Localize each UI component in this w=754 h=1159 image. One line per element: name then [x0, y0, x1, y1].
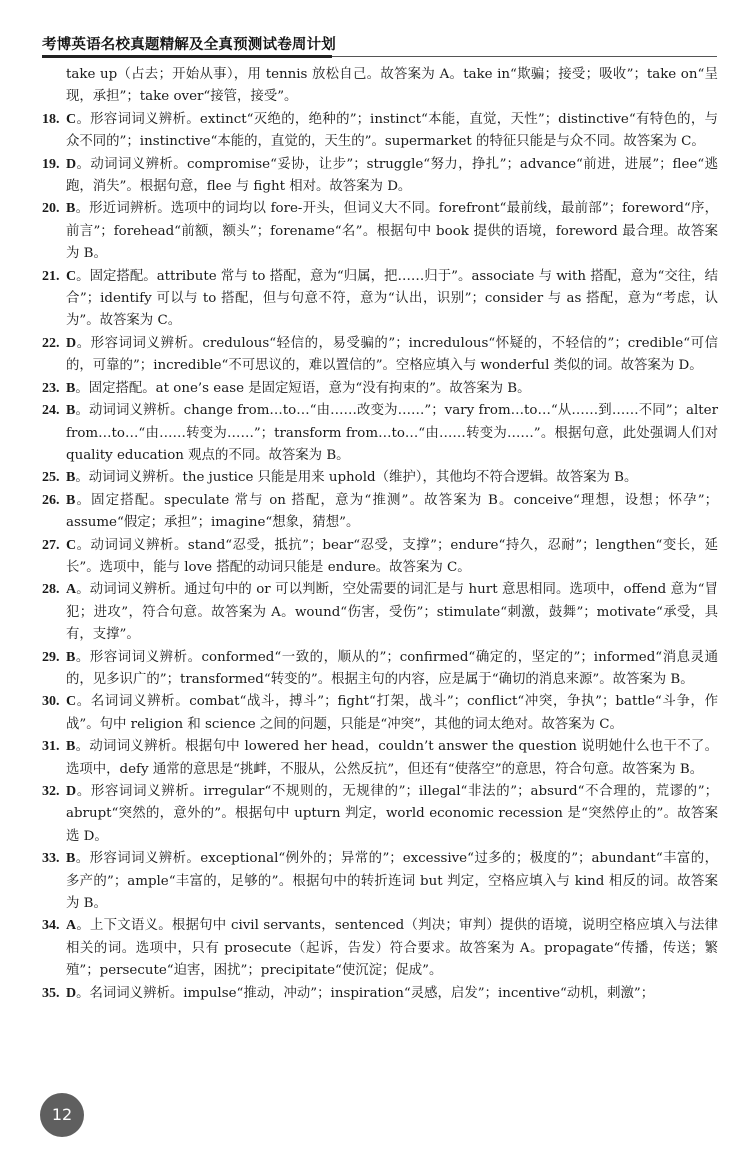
item-number: 18. [42, 111, 60, 127]
explanation-item [42, 848, 718, 915]
explanation-item [42, 691, 718, 736]
item-answer: D [66, 156, 77, 172]
item-explanation: 。形容词词义辨析。conformed“一致的，顺从的”；confirmed“确定的，坚定的”；informed“消息灵通的，见多识广的”；transformed“转变的”。根据主句的内容，应是属于“确切的消息来源”。故答案为 B。 [66, 649, 718, 687]
item-answer: C [66, 537, 77, 553]
item-explanation: 。上下文语义。根据句中 civil servants，sentenced（判决；审判）提供的语境，说明空格应填入与法律相关的词。选项中，只有 prosecute（起诉，告发）符合要求。故答案为 A。propagate“传播，传送；繁殖”；persecute“迫害，困扰”；precipitate“使沉淀；促成”。 [66, 918, 718, 979]
item-explanation: 。形近词辨析。选项中的词均以 fore-开头，但词义大不同。forefront“最前线，最前部”；foreword“序，前言”；forehead“前额，额头”；forename“名”。根据句中 book 提供的语境，foreword 最合理。故答案为 B。 [66, 201, 718, 262]
item-answer: D [66, 335, 77, 351]
item-answer: C [66, 268, 77, 284]
item-number: 24. [42, 403, 60, 419]
item-explanation: 。形容词词义辨析。extinct“灭绝的，绝种的”；instinct“本能，直觉，天性”；distinctive“有特色的，与众不同的”；instinctive“本能的，直觉的，天生的”。supermarket 的特征只能是与众不同。故答案为 C。 [66, 111, 718, 150]
explanation-item [42, 400, 718, 467]
item-number: 29. [42, 649, 60, 665]
explanation-item [42, 333, 718, 378]
item-number: 20. [42, 201, 60, 217]
item-explanation: 。动词词义辨析。根据句中 lowered her head，couldn’t answer the question 说明她什么也干不了。选项中，defy 通常的意思是“挑衅，不服从，公然反抗”，但还有“使落空”的意思，符合句意。故答案为 B。 [66, 739, 718, 777]
item-answer: B [66, 380, 76, 396]
item-number: 28. [42, 582, 60, 598]
item-number: 27. [42, 537, 60, 553]
item-answer: B [66, 470, 76, 486]
explanation-item [42, 915, 718, 982]
item-answer: B [66, 851, 76, 867]
explanation-item [42, 198, 718, 265]
item-explanation: 。动词词义辨析。compromise“妥协，让步”；struggle“努力，挣扎”；advance“前进，进展”；flee“逃跑，消失”。根据句意，flee 与 fight 相对。故答案为 D。 [66, 156, 718, 195]
item-answer: D [66, 784, 77, 799]
item-explanation: 。动词词义辨析。stand“忍受，抵抗”；bear“忍受，支撑”；endure“持久，忍耐”；lengthen“变长，延长”。选项中，能与 love 搭配的动词只能是 endure。故答案为 C。 [66, 537, 718, 575]
item-answer: C [66, 111, 77, 127]
item-explanation: 。名词词义辨析。impulse“推动，冲动”；inspiration“灵感，启发”；incentive“动机，刺激”； [76, 985, 655, 1001]
item-answer: B [66, 403, 76, 419]
item-answer: A [66, 582, 77, 598]
page-header [0, 0, 754, 58]
explanation-item [42, 378, 718, 400]
item-answer: D [66, 985, 77, 1001]
header-title: 考博英语名校真题精解及全真预测试卷周计划 [42, 37, 336, 53]
explanation-item [42, 467, 718, 489]
explanation-item [42, 109, 718, 154]
explanation-item [42, 579, 718, 646]
item-number: 26. [42, 492, 60, 508]
item-explanation: 。动词词义辨析。the justice 只能是用来 uphold（维护），其他均不符合逻辑。故答案为 B。 [75, 470, 638, 486]
item-answer: A [66, 918, 77, 934]
item-answer: C [66, 694, 77, 710]
header-rule-thick [42, 55, 332, 58]
explanation-item [42, 781, 718, 848]
item-explanation: 。形容词词义辨析。irregular“不规则的，无规律的”；illegal“非法的”；absurd“不合理的，荒谬的”；abrupt“突然的，意外的”。根据句中 upturn 判定，world economic recession 是“突然停止的”。故答案选 D。 [66, 784, 718, 844]
page-number-badge: 12 [40, 1093, 84, 1137]
item-answer: B [66, 201, 76, 217]
item-number: 32. [42, 784, 60, 799]
item-number: 35. [42, 985, 60, 1001]
explanation-item [42, 647, 718, 692]
item-number: 30. [42, 694, 60, 710]
item-explanation: 。形容词词义辨析。credulous“轻信的，易受骗的”；incredulous“怀疑的，不轻信的”；credible“可信的，可靠的”；incredible“不可思议的，难以置信的”。空格应填入与 wonderful 类似的词。故答案为 D。 [66, 335, 718, 374]
item-number: 33. [42, 851, 60, 867]
item-explanation: 。动词词义辨析。change from…to…“由……改变为……”；vary from…to…“从……到……不同”；alter from…to…“由……转变为……”；transform from…to…“由……转变为……”。根据句意，此处强调人们对 quality education 观点的不同。故答案为 B。 [66, 403, 718, 463]
item-answer: B [66, 649, 76, 665]
answer-explanations [42, 64, 718, 1005]
item-explanation: 。动词词义辨析。通过句中的 or 可以判断，空处需要的词汇是与 hurt 意思相同。选项中，offend 意为“冒犯；进攻”，符合句意。故答案为 A。wound“伤害，受伤”；stimulate“刺激，鼓舞”；motivate“承受，具有，支撑”。 [66, 582, 718, 643]
item-explanation: 。固定搭配。at one’s ease 是固定短语，意为“没有拘束的”。故答案为 B。 [75, 380, 531, 396]
item-explanation: 。固定搭配。attribute 常与 to 搭配，意为“归属，把……归于”。associate 与 with 搭配，意为“交往，结合”；identify 可以与 to 搭配，但与句意不符，意为“认出，识别”；consider 与 as 搭配，意为“考虑，认为”。故答案为 C。 [66, 268, 718, 329]
item-explanation: 。形容词词义辨析。exceptional“例外的；异常的”；excessive“过多的；极度的”；abundant“丰富的，多产的”；ample“丰富的，足够的”。根据句中的转折连词 but 判定，空格应填入与 kind 相反的词。故答案为 B。 [66, 851, 718, 912]
item-number: 19. [42, 156, 60, 172]
explanation-item [42, 535, 718, 580]
item-number: 22. [42, 335, 60, 351]
continuation-paragraph: take up（占去；开始从事），用 tennis 放松自己。故答案为 A。take in“欺骗；接受；吸收”；take on“呈现，承担”；take over“接管，接受”。 [66, 67, 718, 105]
item-number: 23. [42, 380, 60, 396]
header-rule-thin [332, 56, 717, 57]
item-explanation: 。固定搭配。speculate 常与 on 搭配，意为“推测”。故答案为 B。conceive“理想，设想；怀孕”；assume“假定；承担”；imagine“想象，猜想”。 [66, 492, 718, 531]
explanation-item [42, 266, 718, 333]
explanation-item [42, 490, 718, 535]
explanation-list [42, 109, 718, 1005]
explanation-item [42, 154, 718, 199]
item-answer: B [66, 739, 76, 755]
item-number: 34. [42, 918, 60, 934]
item-number: 21. [42, 268, 60, 284]
item-explanation: 。名词词义辨析。combat“战斗，搏斗”；fight“打架，战斗”；conflict“冲突，争执”；battle“斗争，作战”。句中 religion 和 science 之间的问题，只能是“冲突”，其他的词太绝对。故答案为 C。 [66, 694, 718, 732]
item-number: 25. [42, 470, 60, 486]
explanation-item [42, 983, 718, 1005]
item-number: 31. [42, 739, 60, 755]
item-answer: B [66, 492, 76, 508]
explanation-item [42, 736, 718, 781]
